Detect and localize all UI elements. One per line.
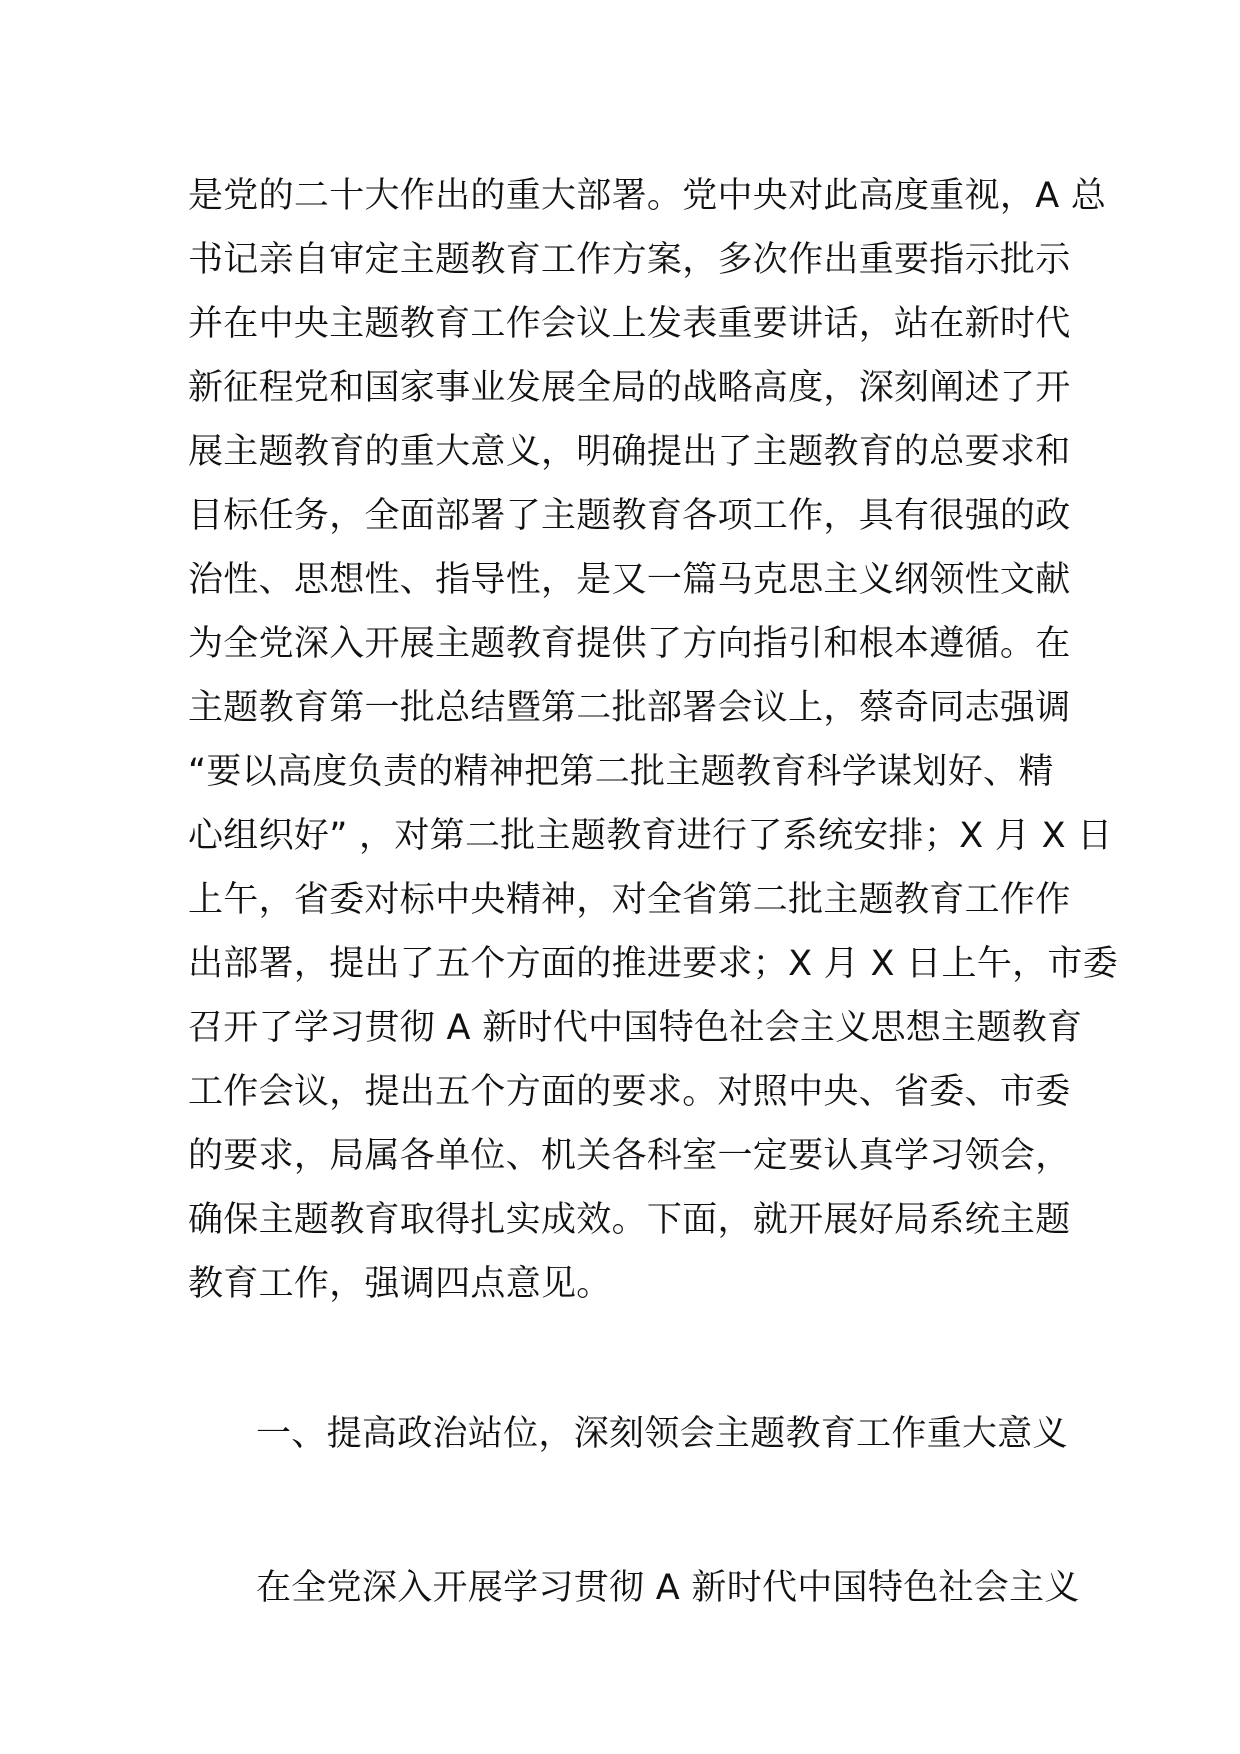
paragraph-line: 召开了学习贯彻 A 新时代中国特色社会主义思想主题教育 [188, 1008, 1083, 1048]
paragraph-line: 心组织好” ，对第二批主题教育进行了系统安排；X 月 X 日 [188, 816, 1113, 856]
section-heading-block [188, 1402, 1068, 1466]
paragraph-line: 展主题教育的重大意义，明确提出了主题教育的总要求和 [188, 432, 1071, 472]
paragraph-line: 目标任务，全面部署了主题教育各项工作，具有很强的政 [188, 496, 1071, 536]
paragraph-line: “要以高度负责的精神把第二批主题教育科学谋划好、精 [188, 752, 1054, 792]
paragraph-line: 的要求，局属各单位、机关各科室一定要认真学习领会， [188, 1136, 1071, 1176]
paragraph-line: 并在中央主题教育工作会议上发表重要讲话，站在新时代 [188, 304, 1071, 344]
paragraph-line: 是党的二十大作出的重大部署。党中央对此高度重视，A 总 [188, 176, 1107, 216]
paragraph-line: 为全党深入开展主题教育提供了方向指引和根本遵循。在 [188, 624, 1071, 664]
section-heading: 一、提高政治站位，深刻领会主题教育工作重大意义 [256, 1414, 1068, 1454]
paragraph-line: 主题教育第一批总结暨第二批部署会议上，蔡奇同志强调 [188, 688, 1071, 728]
next-paragraph [188, 1556, 1080, 1620]
paragraph-line: 书记亲自审定主题教育工作方案，多次作出重要指示批示 [188, 240, 1071, 280]
paragraph-line: 上午，省委对标中央精神，对全省第二批主题教育工作作 [188, 880, 1071, 920]
body-paragraph [188, 164, 1119, 1316]
paragraph-line: 确保主题教育取得扎实成效。下面，就开展好局系统主题 [188, 1200, 1071, 1240]
paragraph-line: 出部署，提出了五个方面的推进要求；X 月 X 日上午，市委 [188, 944, 1119, 984]
paragraph-line: 新征程党和国家事业发展全局的战略高度，深刻阐述了开 [188, 368, 1071, 408]
paragraph-line: 治性、思想性、指导性，是又一篇马克思主义纲领性文献 [188, 560, 1071, 600]
paragraph-line: 教育工作，强调四点意见。 [188, 1264, 612, 1304]
paragraph-line: 在全党深入开展学习贯彻 A 新时代中国特色社会主义 [256, 1568, 1080, 1608]
paragraph-line: 工作会议，提出五个方面的要求。对照中央、省委、市委 [188, 1072, 1071, 1112]
